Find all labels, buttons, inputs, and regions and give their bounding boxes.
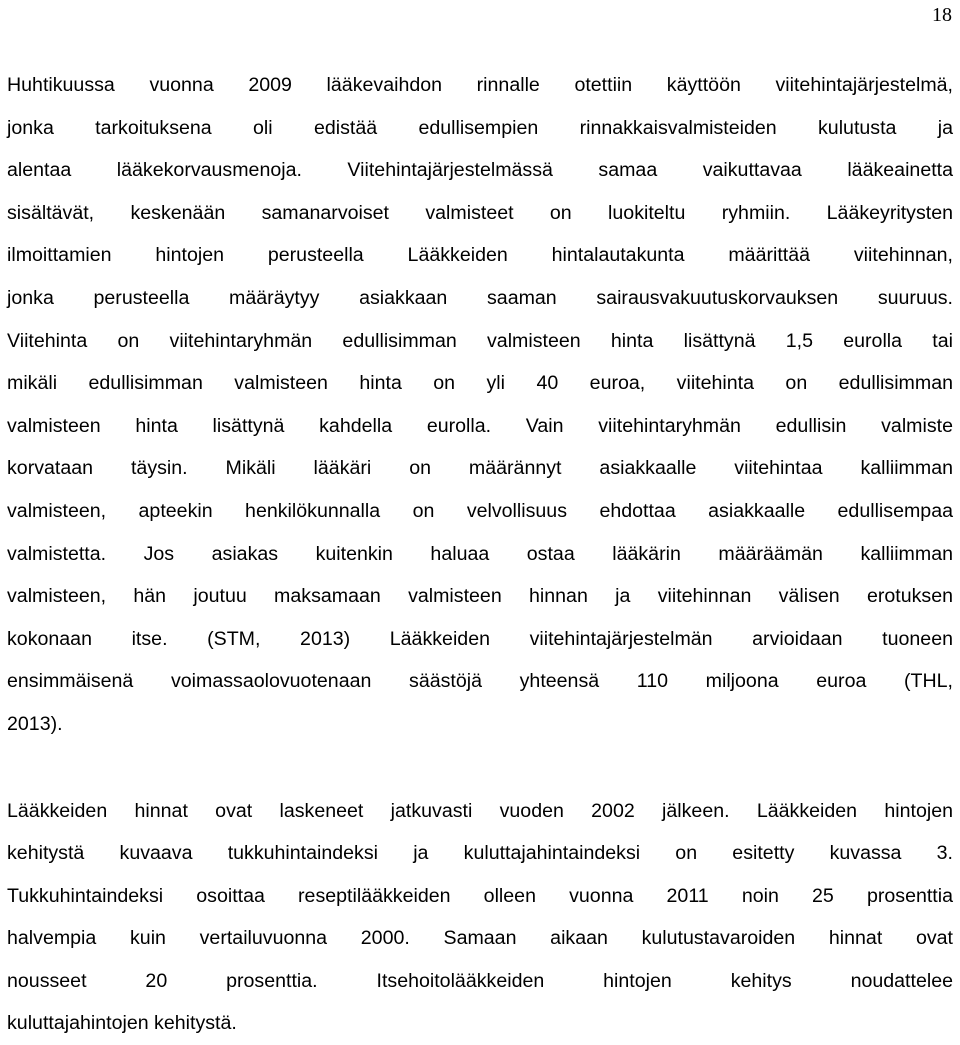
text-line: nousseet 20 prosenttia. Itsehoitolääkkeiden hintojen kehitys noudattelee	[7, 960, 953, 1003]
text-line: Huhtikuussa vuonna 2009 lääkevaihdon rinnalle otettiin käyttöön viitehintajärjestelmä,	[7, 64, 953, 107]
paragraph-spacer	[7, 746, 953, 790]
text-line: 2013).	[7, 703, 953, 746]
text-line: ilmoittamien hintojen perusteella Lääkkeiden hintalautakunta määrittää viitehinnan,	[7, 234, 953, 277]
text-line: Viitehinta on viitehintaryhmän edullisimman valmisteen hinta lisättynä 1,5 eurolla tai	[7, 320, 953, 363]
text-line: valmisteen, apteekin henkilökunnalla on velvollisuus ehdottaa asiakkaalle edullisempaa	[7, 490, 953, 533]
text-line: jonka tarkoituksena oli edistää edullisempien rinnakkaisvalmisteiden kulutusta ja	[7, 107, 953, 150]
text-line: jonka perusteella määräytyy asiakkaan saaman sairausvakuutuskorvauksen suuruus.	[7, 277, 953, 320]
text-line: kehitystä kuvaava tukkuhintaindeksi ja kuluttajahintaindeksi on esitetty kuvassa 3.	[7, 832, 953, 875]
text-line: Lääkkeiden hinnat ovat laskeneet jatkuvasti vuoden 2002 jälkeen. Lääkkeiden hintojen	[7, 790, 953, 833]
document-body	[7, 64, 953, 1045]
paragraph-1	[7, 64, 953, 746]
text-line: kokonaan itse. (STM, 2013) Lääkkeiden viitehintajärjestelmän arvioidaan tuoneen	[7, 618, 953, 661]
text-line: alentaa lääkekorvausmenoja. Viitehintajärjestelmässä samaa vaikuttavaa lääkeainetta	[7, 149, 953, 192]
text-line: valmisteen hinta lisättynä kahdella eurolla. Vain viitehintaryhmän edullisin valmiste	[7, 405, 953, 448]
page-number: 18	[932, 4, 952, 27]
text-line: korvataan täysin. Mikäli lääkäri on määrännyt asiakkaalle viitehintaa kalliimman	[7, 447, 953, 490]
text-line: halvempia kuin vertailuvuonna 2000. Samaan aikaan kulutustavaroiden hinnat ovat	[7, 917, 953, 960]
text-line: sisältävät, keskenään samanarvoiset valmisteet on luokiteltu ryhmiin. Lääkeyritysten	[7, 192, 953, 235]
text-line: Tukkuhintaindeksi osoittaa reseptilääkkeiden olleen vuonna 2011 noin 25 prosenttia	[7, 875, 953, 918]
text-line: mikäli edullisimman valmisteen hinta on yli 40 euroa, viitehinta on edullisimman	[7, 362, 953, 405]
paragraph-2	[7, 790, 953, 1045]
text-line: kuluttajahintojen kehitystä.	[7, 1002, 953, 1045]
text-line: ensimmäisenä voimassaolovuotenaan säästöjä yhteensä 110 miljoona euroa (THL,	[7, 660, 953, 703]
text-line: valmistetta. Jos asiakas kuitenkin haluaa ostaa lääkärin määräämän kalliimman	[7, 533, 953, 576]
text-line: valmisteen, hän joutuu maksamaan valmisteen hinnan ja viitehinnan välisen erotuksen	[7, 575, 953, 618]
